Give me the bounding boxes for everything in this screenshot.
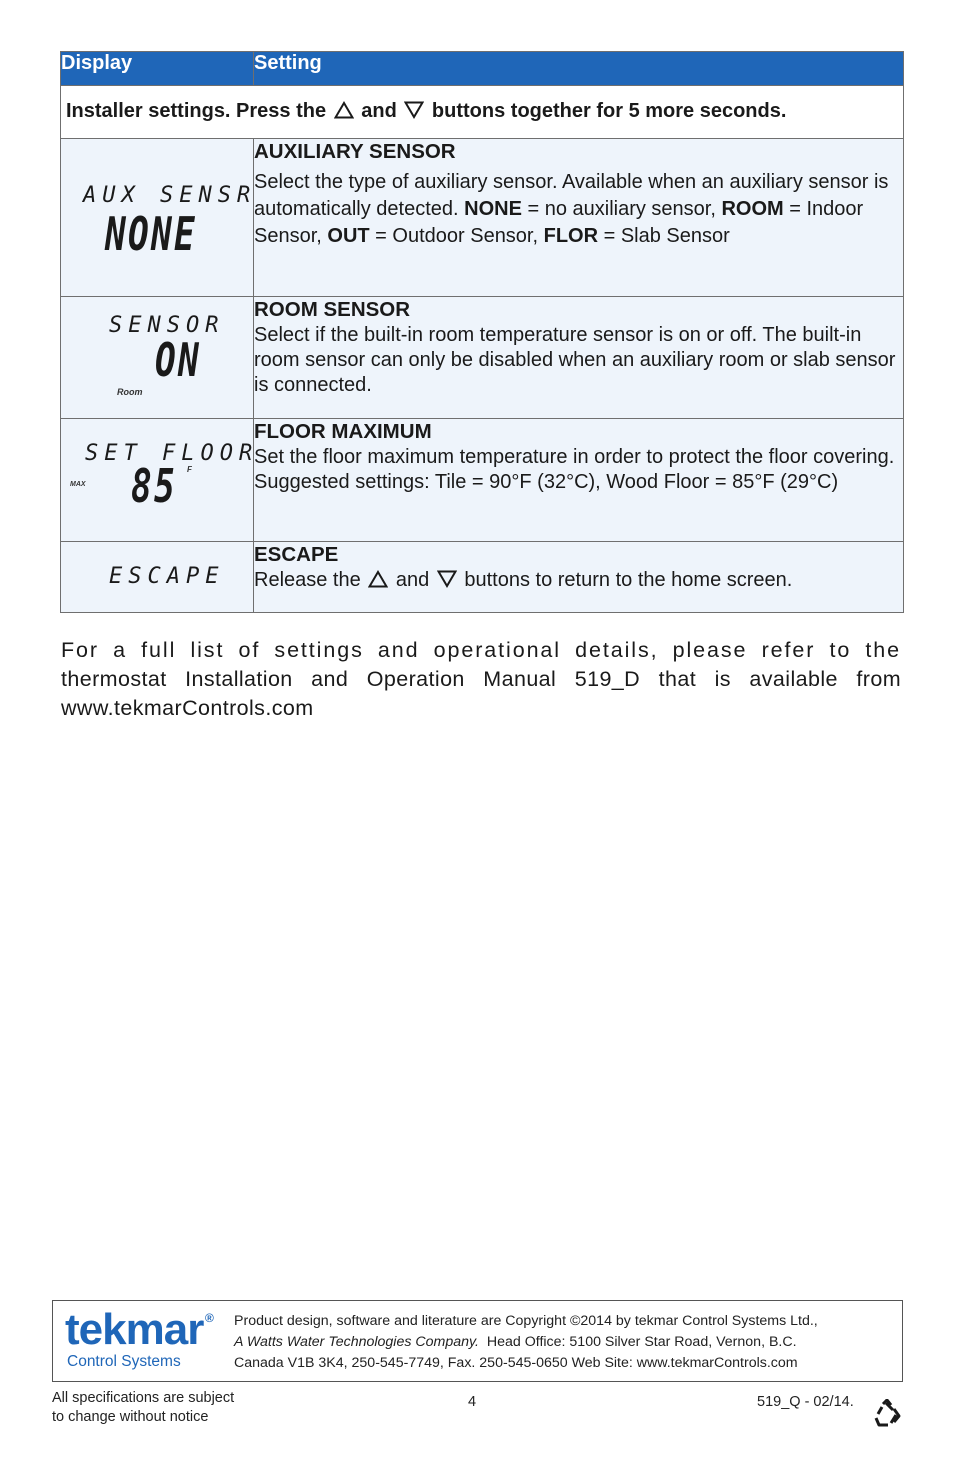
paragraph-line-1: For a full list of settings and operational details, please refer to the: [61, 638, 901, 662]
recycle-icon: [873, 1399, 901, 1427]
lcd-small-text: SENSOR: [109, 313, 225, 338]
lcd-unit-label: F: [187, 465, 192, 474]
setting-title: AUXILIARY SENSOR: [254, 140, 456, 163]
lcd-display: [61, 542, 254, 613]
setting-title: ESCAPE: [254, 543, 339, 566]
setting-title: ROOM SENSOR: [254, 298, 411, 321]
logo-subtitle: Control Systems: [67, 1353, 181, 1370]
page-number: 4: [468, 1394, 477, 1410]
setting-cell: [254, 297, 904, 419]
lcd-room-label: Room: [117, 387, 143, 397]
instruction-before: Installer settings. Press the: [66, 100, 327, 122]
lcd-display: [61, 297, 254, 419]
setting-cell: [254, 542, 904, 613]
instruction-and: and: [361, 100, 397, 122]
table-row: [61, 139, 904, 297]
setting-description: Set the floor maximum temperature in order to protect the floor covering. Suggested settings: Tile = 90°F (32°C), Wood Floor = 85°F (29°C): [254, 446, 895, 493]
lcd-small-text: ESCAPE: [109, 564, 225, 589]
down-triangle-icon: [437, 570, 457, 588]
doc-code: 519_Q - 02/14.: [757, 1394, 854, 1410]
logo-registered-mark: ®: [205, 1311, 214, 1325]
reference-paragraph: [61, 636, 901, 723]
instruction-row: [61, 86, 904, 139]
lcd-big-text: NONE: [105, 207, 198, 261]
table-row: [61, 542, 904, 613]
lcd-big-text: 85: [131, 459, 178, 513]
setting-cell: [254, 139, 904, 297]
table-row: [61, 297, 904, 419]
tekmar-logo: tekmar: [65, 1305, 204, 1354]
up-triangle-icon: [334, 101, 354, 119]
lcd-big-text: ON: [155, 333, 202, 387]
down-triangle-icon: [404, 101, 424, 119]
lcd-max-label: MAX: [70, 481, 86, 488]
header-setting: Setting: [254, 52, 904, 86]
table-row: [61, 419, 904, 542]
setting-title: FLOOR MAXIMUM: [254, 420, 432, 443]
header-display: Display: [61, 52, 254, 86]
instruction-after: buttons together for 5 more seconds.: [431, 100, 787, 122]
setting-description: Release the and buttons to return to the home screen.: [254, 569, 793, 591]
footer-box: [52, 1300, 903, 1382]
setting-description: Select if the built-in room temperature sensor is on or off. The built-in room sensor can only be disabled when an auxiliary room or slab sensor is connected.: [254, 324, 896, 396]
settings-table: [60, 51, 904, 613]
instruction-text: [61, 86, 904, 139]
table-header-row: [61, 52, 904, 86]
setting-cell: [254, 419, 904, 542]
lcd-display: [61, 139, 257, 297]
up-triangle-icon: [368, 570, 388, 588]
copyright-text: Product design, software and literature are Copyright ©2014 by tekmar Control Systems Ltd., A Watts Water Technologies Company. Head Office: 5100 Silver Star Road, Vernon, B.C. Canada V1B 3K4, 250-545-7749, Fax. 250-545-0650 Web Site: www.tekmarControls.com: [234, 1313, 818, 1371]
spec-notice: All specifications are subject to change without notice: [52, 1390, 235, 1425]
paragraph-rest: thermostat Installation and Operation Manual 519_D that is available from www.tekmarControls.com: [61, 667, 901, 720]
setting-description: Select the type of auxiliary sensor. Available when an auxiliary sensor is automatically detected. NONE = no auxiliary sensor, ROOM = Indoor Sensor, OUT = Outdoor Sensor, FLOR = Slab Sensor: [254, 171, 889, 247]
lcd-small-text: AUX SENSR: [83, 183, 257, 208]
lcd-display: [61, 419, 259, 542]
lcd-small-text: SET FLOOR: [85, 441, 259, 466]
